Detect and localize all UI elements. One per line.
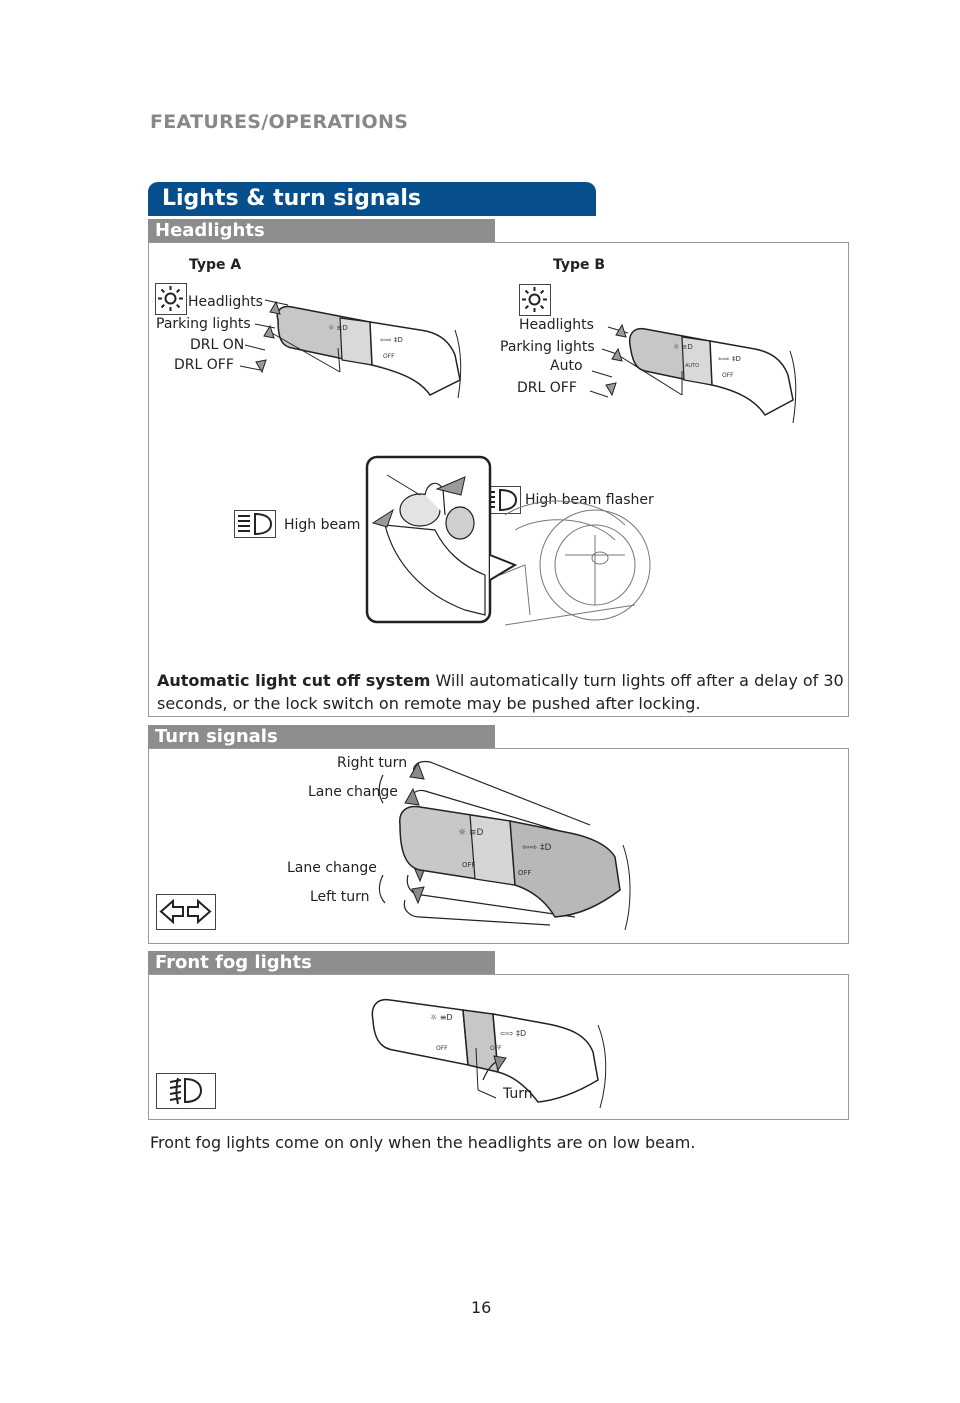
svg-text:OFF: OFF [383, 353, 395, 360]
type-b-label-drl-off: DRL OFF [517, 380, 577, 396]
svg-text:OFF: OFF [722, 372, 734, 379]
subsection-turn-signals-title: Turn signals [148, 725, 495, 748]
type-a-label-headlights: Headlights [188, 294, 263, 310]
svg-text:☼ ≡D: ☼ ≡D [430, 1013, 453, 1022]
fog-note: Front fog lights come on only when the headlights are on low beam. [150, 1133, 696, 1152]
svg-text:OFF: OFF [462, 861, 476, 869]
auto-cut-off-desc: Will automatically turn lights off after a delay of 30 seconds, or the lock switch on remote may be pushed after locking. [157, 671, 844, 713]
type-b-lever-illustration [590, 305, 810, 430]
type-b-label-headlights: Headlights [519, 317, 594, 333]
auto-cut-off-text [157, 669, 845, 715]
svg-text:AUTO: AUTO [685, 363, 700, 369]
fog-light-icon [156, 1073, 216, 1109]
svg-text:☼ ≡D: ☼ ≡D [458, 828, 484, 838]
svg-text:⇦⇨ ‡D: ⇦⇨ ‡D [522, 843, 552, 853]
svg-text:OFF: OFF [436, 1045, 448, 1052]
turn-arrows-icon [156, 894, 216, 930]
headlight-sun-icon [155, 283, 187, 315]
high-beam-flasher-label: High beam flasher [525, 492, 654, 508]
high-beam-icon [234, 510, 276, 538]
auto-cut-off-bold: Automatic light cut off system [157, 671, 431, 690]
type-b-label-parking: Parking lights [500, 339, 595, 355]
high-beam-label: High beam [284, 517, 361, 533]
turn-signal-lever-illustration [380, 755, 645, 935]
svg-text:OFF: OFF [518, 869, 532, 877]
svg-text:⇦⇨ ‡D: ⇦⇨ ‡D [500, 1029, 527, 1038]
beam-hand-illustration [365, 455, 640, 640]
subsection-fog-title: Front fog lights [148, 951, 495, 974]
type-a-label-parking: Parking lights [156, 316, 251, 332]
lane-change-down-label: Lane change [287, 860, 377, 876]
lane-change-up-label: Lane change [308, 784, 398, 800]
type-a-label-drl-on: DRL ON [190, 337, 245, 353]
page-number: 16 [471, 1298, 492, 1317]
left-turn-label: Left turn [310, 889, 370, 905]
type-b-title: Type B [553, 257, 606, 273]
type-a-label-drl-off: DRL OFF [174, 357, 234, 373]
right-turn-label: Right turn [337, 755, 408, 771]
type-a-title: Type A [189, 257, 242, 273]
fog-turn-label: Turn [503, 1086, 533, 1102]
page-header-title: FEATURES/OPERATIONS [150, 111, 409, 133]
svg-text:⇦⇨ ‡D: ⇦⇨ ‡D [380, 336, 403, 344]
svg-text:☼ ≡D: ☼ ≡D [673, 343, 693, 351]
svg-text:OFF: OFF [490, 1045, 502, 1052]
type-b-label-auto: Auto [550, 358, 583, 374]
headlight-sun-icon-type-b [519, 284, 551, 316]
section-tab-lights: Lights & turn signals [148, 182, 596, 216]
svg-text:⇦⇨ ‡D: ⇦⇨ ‡D [718, 355, 741, 363]
fog-lever-illustration [368, 980, 628, 1110]
subsection-headlights-title: Headlights [148, 219, 495, 242]
svg-text:☼ ≡D: ☼ ≡D [328, 324, 348, 332]
type-a-lever-illustration [230, 280, 480, 410]
